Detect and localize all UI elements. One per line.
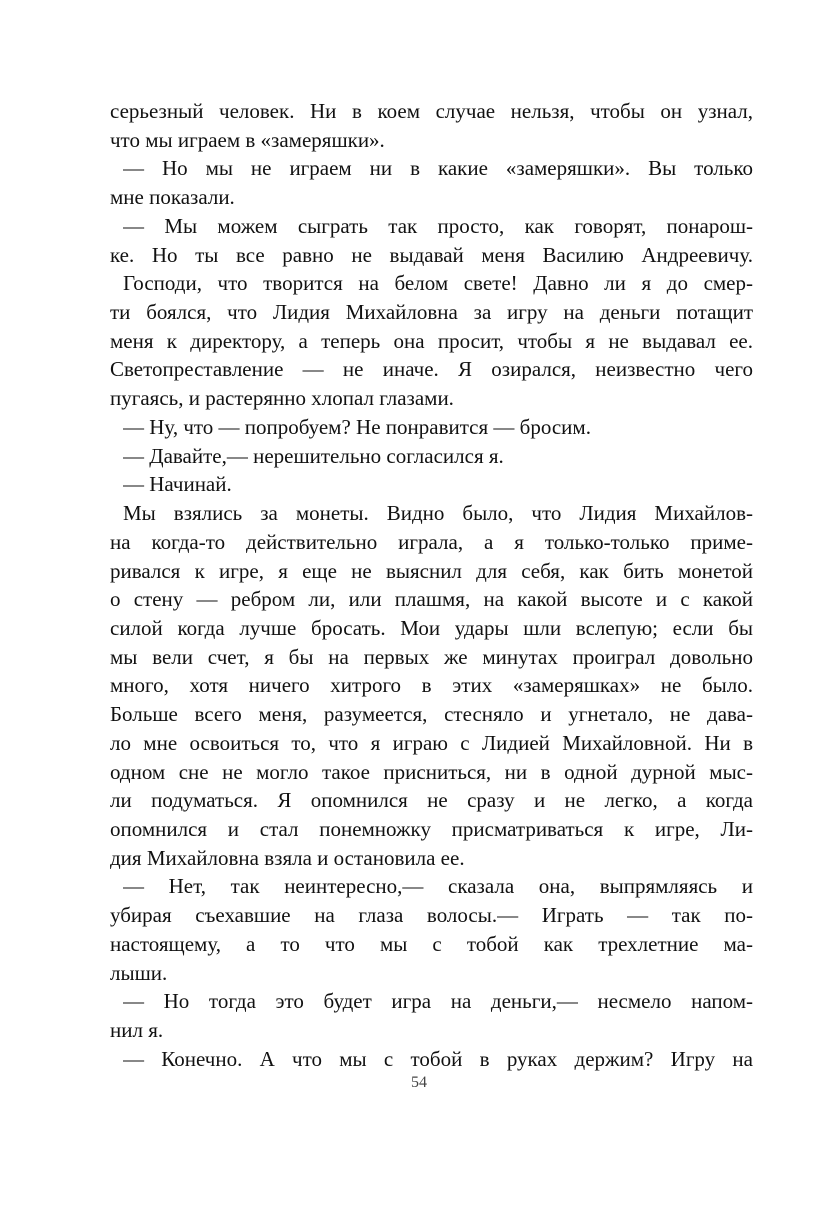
text-line: дия Михайловна взяла и остановила ее. bbox=[110, 845, 465, 870]
text-line: мы вели счет, я бы на первых же минутах проиграл довольно bbox=[110, 644, 753, 669]
paragraph-start-line: Господи, что творится на белом свете! Давно ли я до смер- bbox=[123, 271, 753, 296]
dialogue-line: — Конечно. А что мы с тобой в руках держим? Игру на bbox=[123, 1046, 753, 1071]
text-line: одном сне не могло такое присниться, ни в одной дурной мыс- bbox=[110, 759, 753, 784]
text-line: что мы играем в «замеряшки». bbox=[110, 127, 385, 152]
text-line: мне показали. bbox=[110, 185, 235, 210]
text-line: лыши. bbox=[110, 960, 168, 985]
text-line: серьезный человек. Ни в коем случае нельзя, чтобы он узнал, bbox=[110, 99, 753, 123]
text-line: настоящему, а то что мы с тобой как трехлетние ма- bbox=[110, 931, 753, 956]
text-line: ти боялся, что Лидия Михайловна за игру на деньги потащит bbox=[110, 300, 753, 325]
dialogue-line: — Но тогда это будет игра на деньги,— несмело напом- bbox=[123, 989, 753, 1014]
text-line: Светопреставление — не иначе. Я озирался, неизвестно чего bbox=[110, 357, 753, 382]
text-line: ло мне освоиться то, что я играю с Лидией Михайловной. Ни в bbox=[110, 730, 753, 755]
text-line: на когда-то действительно играла, а я только-только приме- bbox=[110, 529, 753, 554]
text-line: ке. Но ты все равно не выдавай меня Василию Андреевичу. bbox=[110, 242, 753, 267]
text-line: ли подуматься. Я опомнился не сразу и не легко, а когда bbox=[110, 788, 753, 813]
text-line: нил я. bbox=[110, 1018, 164, 1042]
text-line: Больше всего меня, разумеется, стесняло и угнетало, не дава- bbox=[110, 702, 753, 727]
dialogue-line: — Ну, что — попробуем? Не понравится — бросим. bbox=[123, 414, 591, 439]
dialogue-line: — Но мы не играем ни в какие «замеряшки». Вы только bbox=[123, 156, 753, 181]
dialogue-line: — Нет, так неинтересно,— сказала она, выпрямляясь и bbox=[123, 874, 753, 899]
dialogue-line: — Мы можем сыграть так просто, как говорят, понарош- bbox=[123, 213, 753, 238]
page-number: 54 bbox=[411, 1074, 427, 1091]
text-line: силой когда лучше бросать. Мои удары шли вслепую; если бы bbox=[110, 615, 753, 640]
text-line: меня к директору, а теперь она просит, чтобы я не выдавал ее. bbox=[110, 328, 753, 353]
dialogue-line: — Давайте,— нерешительно согласился я. bbox=[123, 443, 504, 468]
text-line: о стену — ребром ли, или плашмя, на какой высоте и с какой bbox=[110, 587, 753, 612]
dialogue-line: — Начинай. bbox=[123, 472, 232, 497]
text-line: опомнился и стал понемножку присматриваться к игре, Ли- bbox=[110, 816, 753, 841]
text-line: много, хотя ничего хитрого в этих «замеряшках» не было. bbox=[110, 673, 753, 698]
text-line: пугаясь, и растерянно хлопал глазами. bbox=[110, 386, 454, 411]
text-line: ривался к игре, я еще не выяснил для себя, как бить монетой bbox=[110, 558, 753, 583]
text-line: убирая съехавшие на глаза волосы.— Играть — так по- bbox=[110, 903, 753, 928]
book-page-text bbox=[110, 97, 753, 1073]
paragraph-start-line: Мы взялись за монеты. Видно было, что Лидия Михайлов- bbox=[123, 501, 753, 526]
